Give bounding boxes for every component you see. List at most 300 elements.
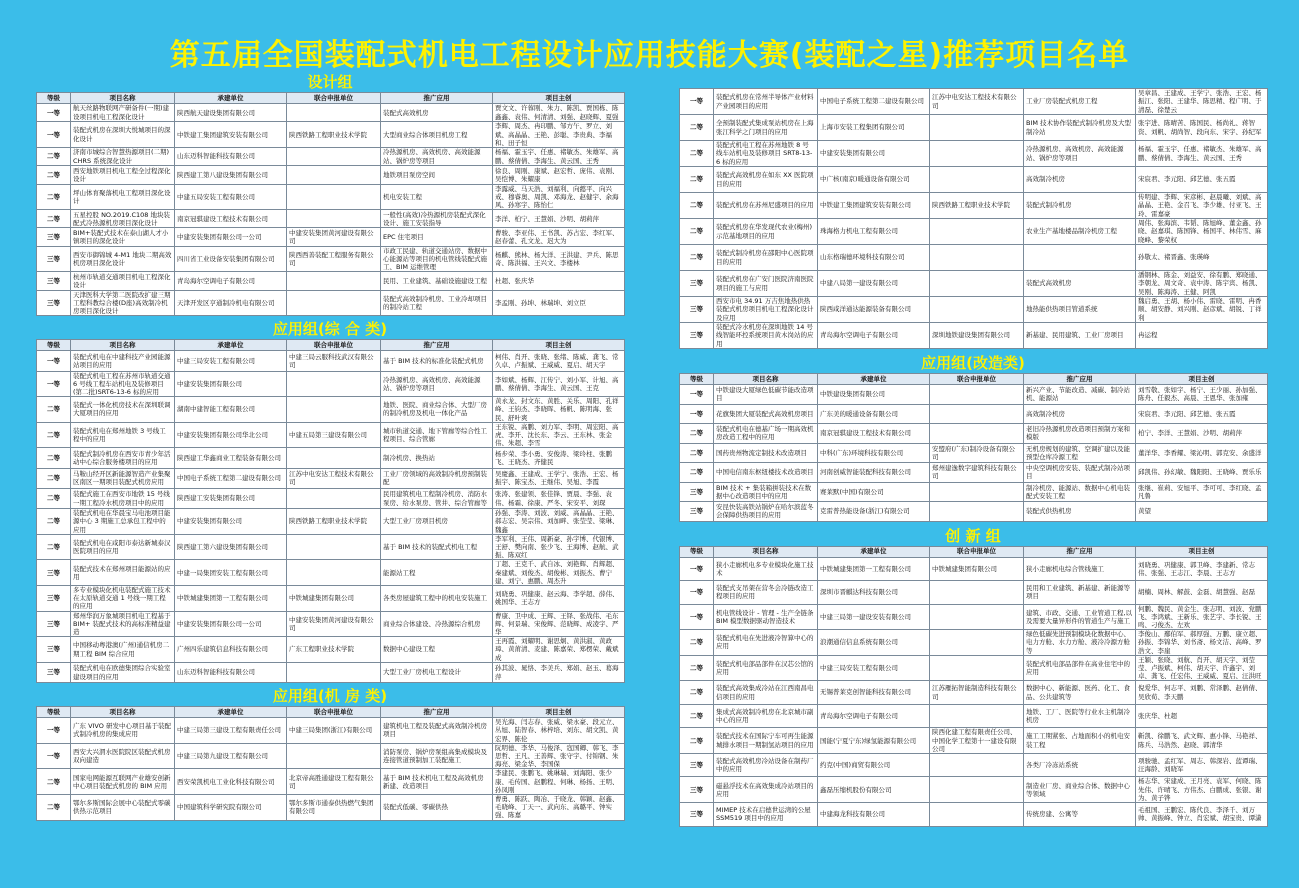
header-team: 项目主创 bbox=[493, 93, 625, 104]
header-team: 项目主创 bbox=[493, 340, 625, 351]
row-builder: 中建安装集团有限公司一公司 bbox=[175, 611, 287, 637]
row-builder: 中建一局集团安装工程有限公司 bbox=[175, 560, 287, 586]
row-level: 二等 bbox=[37, 509, 71, 535]
row-application: 冷热源机房、高效机房、高效能源站、锅炉房等项目 bbox=[381, 371, 493, 397]
row-partner bbox=[930, 297, 1024, 323]
row-level: 二等 bbox=[680, 219, 714, 245]
row-team: 王颖、张晓、刘航、肖开、胡天宇、刘莹莹、卢振斌、柯伟、胡天宇、许鑫宇、刘卓、龚飞、任宏伟、王威威、夏启、汪洪旺 bbox=[1136, 655, 1268, 681]
row-builder: 中建安装集团有限公司 bbox=[818, 141, 930, 167]
row-team: 李军利、王伟、周新豪、孙宇博、代银博、王舒、樊向南、张少飞、王海博、赵航、武振、陈双红 bbox=[493, 534, 625, 560]
row-partner bbox=[930, 581, 1024, 605]
header-builder: 承建单位 bbox=[818, 374, 930, 385]
row-team: 王东锐、高鹏、刘力军、李明、周宏阳、高虎、李开、沈长东、李云、王东林、张金伟、朱超、李雪 bbox=[493, 422, 625, 448]
row-partner bbox=[287, 104, 381, 122]
row-partner bbox=[930, 604, 1024, 630]
row-project-name: 装配式高效机房冷站设备在制药厂中的应用 bbox=[714, 753, 818, 777]
row-builder: 四川省工业设备安装集团有限公司 bbox=[175, 246, 287, 272]
row-project-name: 装配式机房在华发现代农业(梅州)示范基地项目的应用 bbox=[714, 219, 818, 245]
row-application: 冷热源机房、高效机房、高效能源站、锅炉房等项目 bbox=[1024, 141, 1136, 167]
table-row bbox=[680, 655, 1268, 681]
row-project-name: 五星控股 NO.2019.C108 地块装配式冷热源机房项目深化设计 bbox=[71, 210, 175, 228]
row-builder: 中国建筑科学研究院有限公司 bbox=[175, 795, 287, 821]
row-partner bbox=[930, 245, 1024, 271]
row-project-name: 杭州市轨道交通项目机电工程深化设计 bbox=[71, 272, 175, 290]
row-project-name: 郑州华润万象城项目机电工程基于 BIM+ 装配式技术的高标准精益建造 bbox=[71, 611, 175, 637]
row-builder: 中建三局第三建设工程有限责任公司 bbox=[175, 718, 287, 744]
row-application: 制冷机房、能源站、数据中心机电装配式安装工程 bbox=[1024, 482, 1136, 502]
row-project-name: 装配式机电在华晨宝马电池项目能源中心 3 期施工总承包工程中的应用 bbox=[71, 509, 175, 535]
row-project-name: 装配式机房在广安门医院济南医院项目的施工与应用 bbox=[714, 271, 818, 297]
header-builder: 承建单位 bbox=[175, 340, 287, 351]
row-application: 中央空调机房安装、装配式制冷站项目 bbox=[1024, 463, 1136, 483]
table-row bbox=[37, 210, 625, 228]
row-partner bbox=[930, 777, 1024, 803]
table-row bbox=[37, 290, 625, 316]
header-builder: 承建单位 bbox=[175, 707, 287, 718]
row-application: 地铁、工厂、医院等行业水主机制冷机房 bbox=[1024, 704, 1136, 728]
row-project-name: 装配式冷水机房在深圳地铁 14 号线智能环控系统项目黄木岗站的应用 bbox=[714, 323, 818, 349]
row-level: 三等 bbox=[680, 777, 714, 803]
row-application: 高效制冷机房 bbox=[1024, 404, 1136, 424]
table-row bbox=[37, 488, 625, 508]
row-builder: 中建三局第一建设安装有限公司 bbox=[818, 604, 930, 630]
row-application: 无机房规划的建筑、空调扩建以及能预型仓库冷源工程 bbox=[1024, 443, 1136, 463]
row-team: 项骏驰、孟红军、周志、韩深岩、蓝谭瑞、汪海龄、刘晓军 bbox=[1136, 753, 1268, 777]
row-level: 三等 bbox=[37, 228, 71, 246]
row-partner: 陕西化建工程有限责任公司、中国化学工程第十一建设有限公司 bbox=[930, 728, 1024, 754]
row-level: 二等 bbox=[680, 728, 714, 754]
row-builder: 中科(广东)环境科技有限公司 bbox=[818, 443, 930, 463]
row-application: 装配式高效制冷机房、工业冷却项目的制冷站工程 bbox=[381, 290, 493, 316]
row-partner bbox=[930, 141, 1024, 167]
row-team: 董洋华、李香耀、梁沁明、郭克安、余盛洋 bbox=[1136, 443, 1268, 463]
row-application: 大型商业综合体项目机房工程 bbox=[381, 122, 493, 148]
row-project-name: 多专业模块化机电装配式施工技术在太原轨道交通 1 号线一期工程的应用 bbox=[71, 586, 175, 612]
row-application: 消防泵房、锅炉房泵组高集成模块及连接管道预制加工装配施工 bbox=[381, 743, 493, 769]
row-level: 二等 bbox=[37, 468, 71, 488]
row-team: 刘晓勇、巩健康、赵云海、李学超、薛伟、姚国华、王志方 bbox=[493, 586, 625, 612]
section-title-renovation: 应用组(改造类) bbox=[921, 354, 1025, 372]
row-level: 二等 bbox=[680, 655, 714, 681]
row-project-name: 装配式机房在常州半导体产业材料产业园项目的应用 bbox=[714, 89, 818, 115]
table-row bbox=[37, 637, 625, 663]
table-row bbox=[37, 468, 625, 488]
row-builder: 中建三局第九建设工程有限公司 bbox=[175, 743, 287, 769]
row-application: 城市轨道交通、地下管廊等综合性工程项目、综合管廊 bbox=[381, 422, 493, 448]
row-builder: 南京冠骐建设工程技术有限公司 bbox=[818, 424, 930, 444]
row-level: 三等 bbox=[680, 803, 714, 827]
row-builder: 中建安装集团有限公司 bbox=[175, 509, 287, 535]
row-builder: 克雷普热能设备(浙江)有限公司 bbox=[818, 502, 930, 522]
row-level: 一等 bbox=[680, 89, 714, 115]
header-application: 推广应用 bbox=[381, 340, 493, 351]
row-application: 装配式供热机房 bbox=[1024, 502, 1136, 522]
row-application: 数据中心、新能源、医药、化工、食品、公共建筑等 bbox=[1024, 681, 1136, 705]
header-level: 等级 bbox=[37, 340, 71, 351]
header-project: 项目名称 bbox=[71, 707, 175, 718]
header-partner: 联合申报单位 bbox=[287, 707, 381, 718]
row-project-name: 西安地铁项目机电工程全过程深化设计 bbox=[71, 166, 175, 184]
table-row bbox=[37, 184, 625, 210]
row-level: 二等 bbox=[680, 193, 714, 219]
row-application: 大型工业厂房机电工程设计 bbox=[381, 662, 493, 682]
row-level: 一等 bbox=[680, 557, 714, 581]
header-application: 推广应用 bbox=[1024, 546, 1136, 557]
table-row bbox=[680, 297, 1268, 323]
row-team: 李如斌、杨辉、江传宁、刘小军、计旭、高鹏、蔡倩倩、李海生、黄云国、王克 bbox=[493, 371, 625, 397]
table-row bbox=[680, 443, 1268, 463]
header-level: 等级 bbox=[680, 374, 714, 385]
row-project-name: 装配式技术在国际宁车可再生能源城排水项目一期制氢站项目的应用 bbox=[714, 728, 818, 754]
row-level: 二等 bbox=[680, 167, 714, 193]
table-row bbox=[37, 718, 625, 744]
header-level: 等级 bbox=[37, 93, 71, 104]
row-partner: 中建安装集团黄河建设有限公司 bbox=[287, 228, 381, 246]
table-row bbox=[680, 424, 1268, 444]
row-partner: 郑州建逸数字建筑科技有限公司 bbox=[930, 463, 1024, 483]
row-partner bbox=[287, 371, 381, 397]
row-level: 二等 bbox=[37, 397, 71, 423]
row-project-name: 坪山体育聚落机电工程项目深化设计 bbox=[71, 184, 175, 210]
table-row bbox=[680, 502, 1268, 522]
row-partner: 江苏中电安达工程技术有限公司 bbox=[287, 468, 381, 488]
table-row bbox=[37, 351, 625, 371]
row-application: 建筑机电工程及装配式高效制冷机房项目 bbox=[381, 718, 493, 744]
row-level: 三等 bbox=[680, 297, 714, 323]
innovation-table bbox=[679, 546, 1268, 827]
row-partner bbox=[930, 424, 1024, 444]
table-row bbox=[680, 604, 1268, 630]
table-row bbox=[680, 115, 1268, 141]
row-level: 二等 bbox=[680, 115, 714, 141]
row-application: 地热能供热项目管道系统 bbox=[1024, 297, 1136, 323]
row-level: 三等 bbox=[37, 586, 71, 612]
row-team: 李建民、张鹏飞、姚琳瑞、刘海阳、张少康、毛传国、赵鹏程、何琳、杨扬、王明、孙凤刚 bbox=[493, 769, 625, 795]
row-level: 二等 bbox=[680, 141, 714, 167]
row-builder: 湖南中建智能工程有限公司 bbox=[175, 397, 287, 423]
row-partner bbox=[287, 448, 381, 468]
row-level: 二等 bbox=[37, 488, 71, 508]
header-team: 项目主创 bbox=[1136, 546, 1268, 557]
row-team: 杨麒、熊林、杨大洋、王洪建、尹兵、陈思奇、陈洪福、王兴文、李楼林 bbox=[493, 246, 625, 272]
row-application: 民用、工业建筑、基础设施建设工程 bbox=[381, 272, 493, 290]
table-row bbox=[37, 104, 625, 122]
row-team: 胡楠、周林、解鼓、金磊、胡慧强、赵磊 bbox=[1136, 581, 1268, 605]
row-level: 三等 bbox=[680, 502, 714, 522]
row-builder: 中建海龙科技有限公司 bbox=[818, 803, 930, 827]
row-builder: 中建安装集团有限公司一公司 bbox=[175, 228, 287, 246]
row-team: 邱凯伟、孙幻敏、魏阳阳、王晓峰、贾乐乐 bbox=[1136, 463, 1268, 483]
header-partner: 联合申报单位 bbox=[287, 93, 381, 104]
row-project-name: 航天丝路物联网产研备件(一期)建设项目机电工程深化设计 bbox=[71, 104, 175, 122]
row-builder: 中铁建设集团有限公司 bbox=[818, 385, 930, 405]
row-partner bbox=[287, 488, 381, 508]
table-row bbox=[680, 482, 1268, 502]
table-row bbox=[680, 323, 1268, 349]
header-partner: 联合申报单位 bbox=[287, 340, 381, 351]
row-project-name: 安昆快装高铁站锅炉在哈尔滨蓝冬会保障供热项目的应用 bbox=[714, 502, 818, 522]
row-level: 三等 bbox=[37, 637, 71, 663]
row-project-name: 装配式机电在咸阳市泰达新城泰汉医院项目的应用 bbox=[71, 534, 175, 560]
row-builder: 中建八局第一建设有限公司 bbox=[818, 271, 930, 297]
row-partner bbox=[930, 385, 1024, 405]
row-application: 工业厂房装配式机房工程 bbox=[1024, 89, 1136, 115]
row-project-name: 天津医科大学第二医院改扩建三期工程科教综合楼(D座)高效制冷机房项目深化设计 bbox=[71, 290, 175, 316]
row-builder: 鑫磊压缩机股份有限公司 bbox=[818, 777, 930, 803]
row-project-name: 集成式高效制冷机房在北京城市副中心的应用 bbox=[714, 704, 818, 728]
table-row bbox=[37, 448, 625, 468]
row-level: 三等 bbox=[680, 323, 714, 349]
row-builder: 上海市安装工程集团有限公司 bbox=[818, 115, 930, 141]
table-row bbox=[37, 272, 625, 290]
row-application: 各类房屋建筑工程中的机电安装施工 bbox=[381, 586, 493, 612]
table-row bbox=[37, 122, 625, 148]
row-application: 地铁项目泵房空间 bbox=[381, 166, 493, 184]
row-project-name: 装配式机电工程在苏州市轨道交通 6 号线工程车站机电及装修项目(第二批)SRT6-13-6 标的应用 bbox=[71, 371, 175, 397]
row-level: 二等 bbox=[37, 210, 71, 228]
renovation-table bbox=[679, 373, 1268, 522]
row-builder: 赛莱默(中国)有限公司 bbox=[818, 482, 930, 502]
row-application: 高效制冷机房 bbox=[1024, 167, 1136, 193]
row-builder: 山东迈科智能科技有限公司 bbox=[175, 662, 287, 682]
row-level: 二等 bbox=[680, 424, 714, 444]
table-row bbox=[680, 753, 1268, 777]
table-row bbox=[37, 769, 625, 795]
row-team: 黄望 bbox=[1136, 502, 1268, 522]
row-project-name: 装配式机电工程在苏州地铁 8 号线车站机电及装修项目 SRT8-13-6 标的应用 bbox=[714, 141, 818, 167]
row-team: 杨福、霍玉宇、任惠、褚敏杰、朱雄军、高鹏、蔡倩倩、李海生、黄云国、王秀 bbox=[493, 147, 625, 165]
table-row bbox=[37, 166, 625, 184]
row-project-name: 济南市城综合智慧热源项目(二期)CHRS 系统深化设计 bbox=[71, 147, 175, 165]
table-row bbox=[680, 728, 1268, 754]
row-partner: 中建安装集团黄河建设有限公司 bbox=[287, 611, 381, 637]
row-partner bbox=[287, 210, 381, 228]
header-builder: 承建单位 bbox=[818, 546, 930, 557]
table-row bbox=[680, 219, 1268, 245]
row-application: 装配式高效机房 bbox=[381, 104, 493, 122]
table-row bbox=[37, 228, 625, 246]
header-project: 项目名称 bbox=[714, 374, 818, 385]
row-partner bbox=[930, 803, 1024, 827]
row-level: 二等 bbox=[680, 245, 714, 271]
row-project-name: 花旗集团大厦装配式高效机房项目 bbox=[714, 404, 818, 424]
row-application: 施工工期紧张、占地面积小的机电安装工程 bbox=[1024, 728, 1136, 754]
row-builder: 无锡普莱克创智能科技有限公司 bbox=[818, 681, 930, 705]
row-partner bbox=[930, 167, 1024, 193]
row-project-name: 装配式机电在郑州地铁 3 号线工程中的应用 bbox=[71, 422, 175, 448]
row-application: 装配式低碳、零碳供热 bbox=[381, 795, 493, 821]
row-team: 李露威、马天浩、刘福利、向懿平、向兴戒、穆睿奥、周凯、邓海龙、赵健宇、余海风、孙寒宇、陈怡仁 bbox=[493, 184, 625, 210]
row-partner: 陕西西善装配工程服务有限公司 bbox=[287, 246, 381, 272]
row-project-name: 装配式高效机房在如东 XX 医院项目的应用 bbox=[714, 167, 818, 193]
row-team: 黄永龙、封文东、黄胜、关乐、周阳、孔祥峰、王钧杰、李晓晖、杨帆、陈明海、张民、舒叶爽 bbox=[493, 397, 625, 423]
table-row bbox=[680, 167, 1268, 193]
row-partner bbox=[287, 166, 381, 184]
table-row bbox=[37, 560, 625, 586]
row-team: 李辉、周杰、冉印鹏、邹方午、罗立、刘斌、高晶晶、王艳、彭聪、李贵典、李福和、田子恒 bbox=[493, 122, 625, 148]
table-row bbox=[37, 371, 625, 397]
row-builder: 珠海格力机电工程有限公司 bbox=[818, 219, 930, 245]
header-project: 项目名称 bbox=[714, 546, 818, 557]
table-row bbox=[680, 404, 1268, 424]
row-partner bbox=[930, 630, 1024, 656]
row-level: 三等 bbox=[680, 271, 714, 297]
row-team: 曹骏、李亚伟、王书凯、苏占宏、李红军、赵春蕾、孔文龙、迟大为 bbox=[493, 228, 625, 246]
table-row bbox=[680, 581, 1268, 605]
row-team: 孙其波、晁恪、李美兵、郑娟、赵玉、葛海萍 bbox=[493, 662, 625, 682]
row-builder: 陕西建工第八建设集团有限公司 bbox=[175, 166, 287, 184]
row-level: 一等 bbox=[680, 581, 714, 605]
table-row bbox=[680, 704, 1268, 728]
row-team: 张涛、张建领、张佳锋、贾晨、李强、袁伟、杨霜、徐康、严冬、宋安平、刘琛 bbox=[493, 488, 625, 508]
row-partner bbox=[930, 704, 1024, 728]
row-partner bbox=[287, 397, 381, 423]
row-partner bbox=[287, 534, 381, 560]
row-level: 三等 bbox=[680, 753, 714, 777]
row-level: 一等 bbox=[37, 122, 71, 148]
row-application: 民用建筑机电工程制冷机房、消防水泵房、给水泵房、管井、综合管廊等 bbox=[381, 488, 493, 508]
table-row bbox=[680, 193, 1268, 219]
table-header-row bbox=[37, 93, 625, 104]
row-project-name: 装配式机房在深圳大悦城项目的深化设计 bbox=[71, 122, 175, 148]
row-team: 曹勇、陈跃、陶冶、于晓龙、韩颖、赵鑫、毛晓峰、丁天一、武向东、高璐平、钟实强、陈嘉 bbox=[493, 795, 625, 821]
row-project-name: 装配式机电在先进液冷智算中心的应用 bbox=[714, 630, 818, 656]
table-row bbox=[680, 463, 1268, 483]
row-partner bbox=[930, 655, 1024, 681]
row-partner bbox=[930, 115, 1024, 141]
row-builder: 中铁城建集团第一工程有限公司 bbox=[818, 557, 930, 581]
row-level: 三等 bbox=[37, 662, 71, 682]
header-level: 等级 bbox=[37, 707, 71, 718]
row-team: 宋宸君、李元阳、邱艺德、张五霞 bbox=[1136, 404, 1268, 424]
row-level: 三等 bbox=[37, 246, 71, 272]
header-application: 推广应用 bbox=[1024, 374, 1136, 385]
row-project-name: 装配式制冷机房在西安市青少年活动中心综合服务楼项目的应用 bbox=[71, 448, 175, 468]
row-partner bbox=[287, 560, 381, 586]
table-row bbox=[680, 777, 1268, 803]
row-team: 靳凯、徐鹏飞、武文辉、惠小锋、马艳祥、陈兵、马浩然、赵晓、郭清华 bbox=[1136, 728, 1268, 754]
row-team: 张宇进、陈晴苦、陈国民、杨尚礼、蒋智资、刘帆、胡尚智、段向东、宋宇、孙纪军 bbox=[1136, 115, 1268, 141]
row-partner: 北京帝高胜通建设工程有限公司 bbox=[287, 769, 381, 795]
row-builder: 陕西建工安装集团有限公司 bbox=[175, 488, 287, 508]
row-project-name: 中铁建设大厦绿色低碳节能改造项目 bbox=[714, 385, 818, 405]
row-project-name: 西安大兴渭水医院院区装配式机房双向建造 bbox=[71, 743, 175, 769]
row-team: 李孟刚、孙坤、林瑞坤、刘立臣 bbox=[493, 290, 625, 316]
row-project-name: 中国移动粤港澳(广州)通信机房二期工程 BIM 综合应用 bbox=[71, 637, 175, 663]
row-builder: 中铁建工集团建筑安装有限公司 bbox=[175, 122, 287, 148]
table-row bbox=[680, 385, 1268, 405]
row-builder: 中国电子系统工程第二建设有限公司 bbox=[818, 89, 930, 115]
row-project-name: 狭小走廊机电多专业模块化施工技术 bbox=[714, 557, 818, 581]
row-application: 制造业厂房、商业综合体、数据中心等领域 bbox=[1024, 777, 1136, 803]
row-project-name: 广东 VIVO 研发中心项目基于装配式制冷机房的集成应用 bbox=[71, 718, 175, 744]
table-row bbox=[37, 611, 625, 637]
row-builder: 中建三局安装工程有限公司 bbox=[175, 351, 287, 371]
section-title-room: 应用组(机 房 类) bbox=[272, 687, 388, 706]
header-team: 项目主创 bbox=[1136, 374, 1268, 385]
row-team: 吴章昌、王建成、王学宁、张浩、王宏、杨振江、张阳、王建华、陈思精、程广明、于清磊、徐楚云 bbox=[1136, 89, 1268, 115]
row-project-name: 装配式支吊架在营冬会冷链改造工程项目的应用 bbox=[714, 581, 818, 605]
row-team: 吴慶鑫、王建成、王学宁、张浩、王宏、杨振宇、陈宝杰、王继伟、吴旭、李霞 bbox=[493, 468, 625, 488]
row-application: 新兴产业、节能改造、减碳、制冷站机、能源站 bbox=[1024, 385, 1136, 405]
row-team: 潘钢林、陈金、刘益安、徐有鹏、郑晓通、李朝龙、周文奇、袁中涛、陈宇宾、杨凯、吴刚、陈海涛、王健、阿凯 bbox=[1136, 271, 1268, 297]
row-team: 李洋、柏宁、王慧娟、沙明、胡莉萍 bbox=[493, 210, 625, 228]
row-builder: 中铁建工集团建筑安装有限公司 bbox=[818, 193, 930, 219]
row-project-name: 中国电信南东枢纽楼技术改造项目 bbox=[714, 463, 818, 483]
row-builder: 广东美的暖通设备有限公司 bbox=[818, 404, 930, 424]
table-row bbox=[680, 271, 1268, 297]
row-partner: 陕西铁路工程职业技术学院 bbox=[287, 509, 381, 535]
table-row bbox=[680, 681, 1268, 705]
row-project-name: 磁悬浮技术在高效集成冷站项目的应用 bbox=[714, 777, 818, 803]
row-team: 杨步荣、李小勇、安俊涛、梁玲柱、张鹏飞、王晓杰、齐健民 bbox=[493, 448, 625, 468]
row-application: 数据中心建设工程 bbox=[381, 637, 493, 663]
row-project-name: 装配式技术在郑州项目能源站的应用 bbox=[71, 560, 175, 586]
row-team: 杜超、张庆华 bbox=[493, 272, 625, 290]
row-project-name: MIMEP 技术在启德世运湾的公屋 SSM519 项目中的应用 bbox=[714, 803, 818, 827]
table-row bbox=[37, 422, 625, 448]
row-project-name: 鄂尔多斯国际会展中心装配式零碳供热示范项目 bbox=[71, 795, 175, 821]
row-application: 能源站工程 bbox=[381, 560, 493, 586]
section-title-design: 设计组 bbox=[307, 73, 353, 91]
row-level: 一等 bbox=[37, 371, 71, 397]
row-project-name: 全预制装配式集成泵站机房在上海张江科学之门项目的应用 bbox=[714, 115, 818, 141]
row-team: 魏启勇、王胡、杨小伟、雷晓、雷明、冉香顺、胡安静、刘兴刚、赵彦斌、胡锐、丁祥利 bbox=[1136, 297, 1268, 323]
row-partner bbox=[930, 404, 1024, 424]
row-application: 传统房建、公寓等 bbox=[1024, 803, 1136, 827]
page-title: 第五届全国装配式机电工程设计应用技能大赛(装配之星)推荐项目名单 bbox=[169, 38, 1130, 73]
header-level: 等级 bbox=[680, 546, 714, 557]
row-level: 一等 bbox=[37, 351, 71, 371]
row-partner: 陕西铁路工程职业技术学院 bbox=[930, 193, 1024, 219]
row-partner bbox=[930, 219, 1024, 245]
row-partner: 中铁城建集团有限公司 bbox=[287, 586, 381, 612]
row-team: 毛祖国、王鹏宏、陈代良、李泽千、刘万帅、黄振峰、钟立、肖宏斌、胡宝贵、谭潇 bbox=[1136, 803, 1268, 827]
row-application: 绿色低碳先进预制模块化数据中心、电力方舱、水力方舱、液冷冷源方舱等 bbox=[1024, 630, 1136, 656]
right-column bbox=[679, 88, 1267, 827]
row-builder: 广州四乐建筑信息科技有限公司 bbox=[175, 637, 287, 663]
row-builder: 中广核(南京)暖通设备有限公司 bbox=[818, 167, 930, 193]
row-level: 一等 bbox=[37, 718, 71, 744]
table-row bbox=[680, 245, 1268, 271]
row-application: 基于 BIM 技术的装配式机电工程 bbox=[381, 534, 493, 560]
row-partner bbox=[930, 482, 1024, 502]
row-level: 二等 bbox=[680, 704, 714, 728]
table-row bbox=[37, 743, 625, 769]
row-partner: 安盟府(广东)制冷设备有限公司 bbox=[930, 443, 1024, 463]
row-builder: 青岛海尔空调电子有限公司 bbox=[818, 704, 930, 728]
row-builder: 陕西建工第六建设集团有限公司 bbox=[175, 534, 287, 560]
row-partner bbox=[287, 272, 381, 290]
row-team: 吴光海、闫志春、张威、梁永豪、段元立、丛旭、陆智春、林梓培、刘东、胡文凯、黄宏界、陈伦 bbox=[493, 718, 625, 744]
row-application: 装配式机电部品部件在高业住宅中的应用 bbox=[1024, 655, 1136, 681]
row-team: 刘雪敬、张如宇、杨宁、王少丽、孙加强、陈舟、任毅杰、高晨、王恩华、张加雍 bbox=[1136, 385, 1268, 405]
table-row bbox=[680, 803, 1268, 827]
row-application: 冷热源机房、高效机房、高效能源站、锅炉房等项目 bbox=[381, 147, 493, 165]
row-builder: 陕西建工华鑫商业工程装备有限公司 bbox=[175, 448, 287, 468]
row-level: 二等 bbox=[680, 463, 714, 483]
table-row bbox=[37, 534, 625, 560]
row-application: 工业厂房领域的高效制冷机房预制装配 bbox=[381, 468, 493, 488]
section-title-general: 应用组(综 合 类) bbox=[272, 320, 388, 339]
row-builder: 天津开发区亨通制冷机电有限公司 bbox=[175, 290, 287, 316]
row-team: 李俊山、鄢伯军、郝厚强、万鹏、康立超、孙振、李锦华、刘书斋、杨文洁、高峰、罗浩文、李崖 bbox=[1136, 630, 1268, 656]
section-title-innovation: 创 新 组 bbox=[945, 526, 1001, 545]
row-partner: 鄂尔多斯市通泰供热燃气集团有限公司 bbox=[287, 795, 381, 821]
row-level: 二等 bbox=[680, 443, 714, 463]
row-application: 机电安装工程 bbox=[381, 184, 493, 210]
row-level: 二等 bbox=[37, 422, 71, 448]
